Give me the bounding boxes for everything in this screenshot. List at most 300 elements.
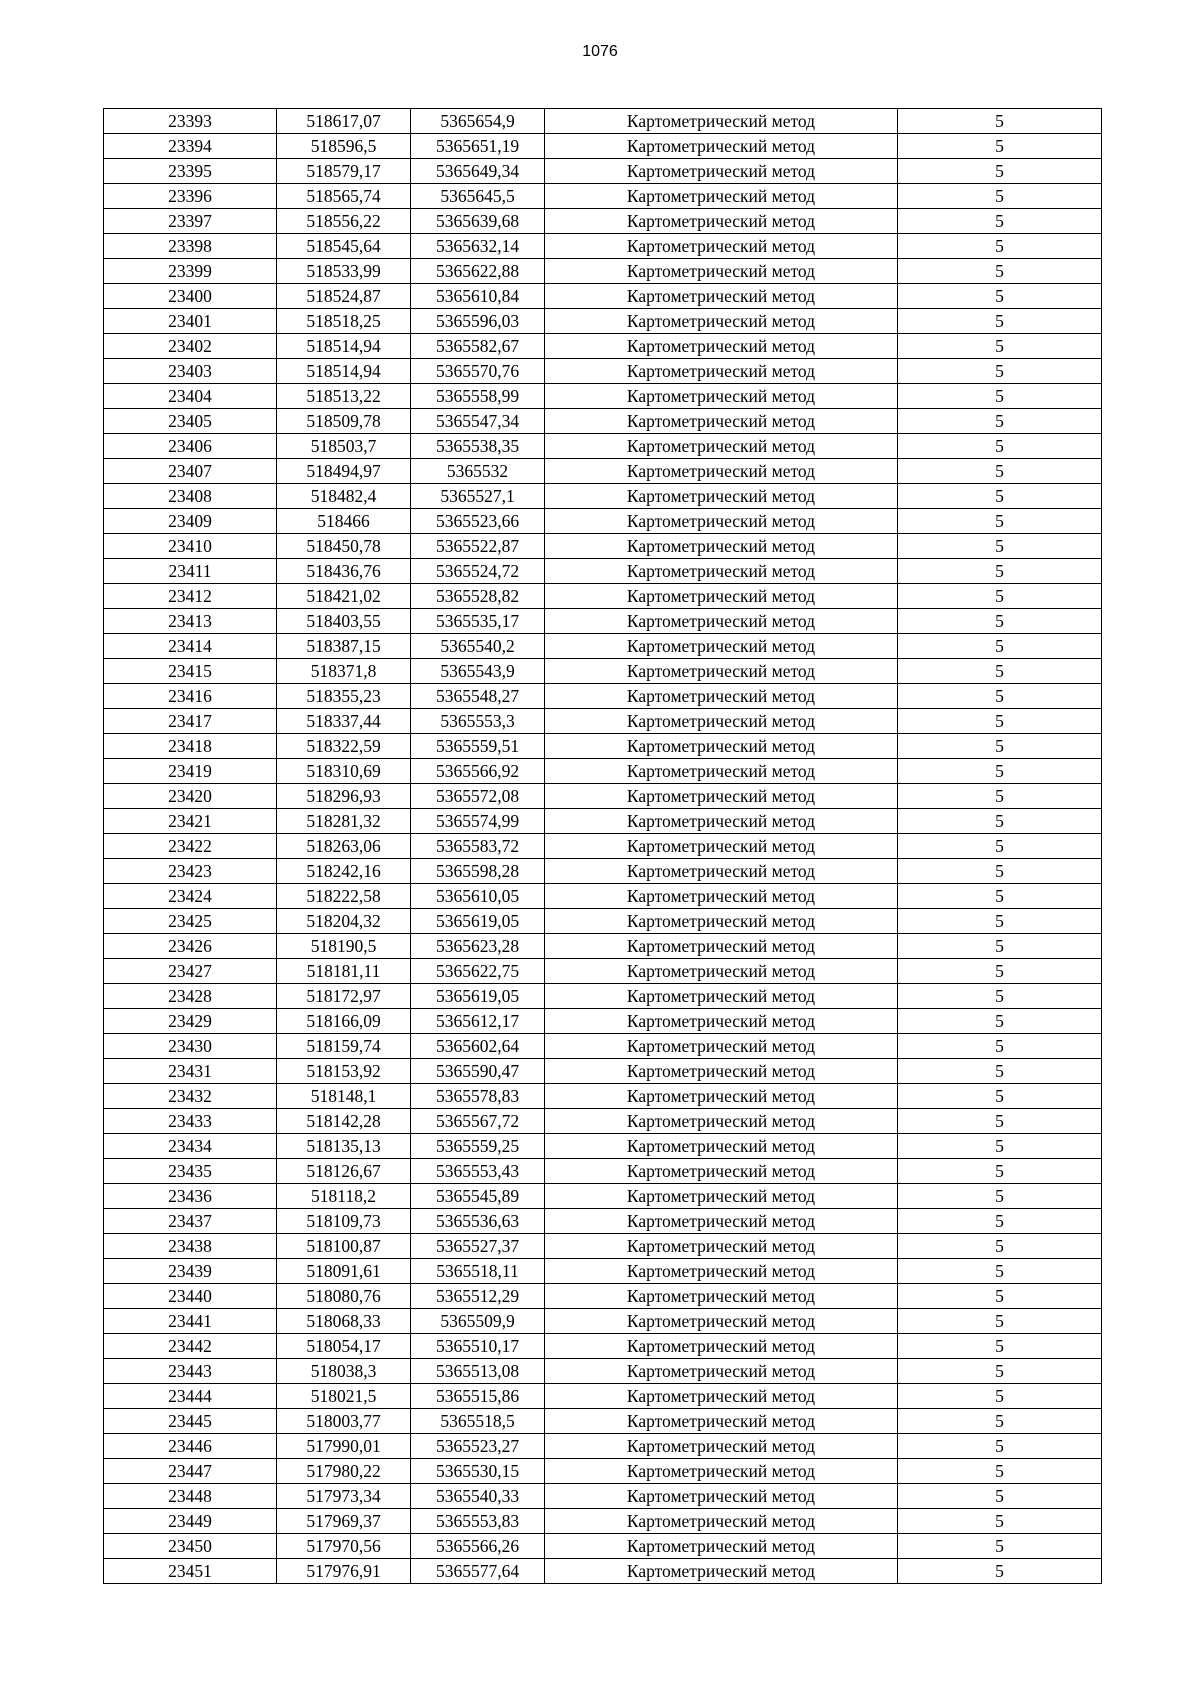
method-cell: Картометрический метод (545, 1234, 898, 1259)
method-cell: Картометрический метод (545, 1359, 898, 1384)
point-number-cell: 23430 (104, 1034, 277, 1059)
table-row (104, 1259, 1102, 1284)
y-coordinate-cell: 5365632,14 (411, 234, 545, 259)
accuracy-cell: 5 (898, 584, 1102, 609)
point-number-cell: 23451 (104, 1559, 277, 1584)
point-number-cell: 23433 (104, 1109, 277, 1134)
method-cell: Картометрический метод (545, 459, 898, 484)
method-cell: Картометрический метод (545, 859, 898, 884)
point-number-cell: 23409 (104, 509, 277, 534)
method-cell: Картометрический метод (545, 1334, 898, 1359)
x-coordinate-cell: 518118,2 (277, 1184, 411, 1209)
accuracy-cell: 5 (898, 1509, 1102, 1534)
point-number-cell: 23436 (104, 1184, 277, 1209)
y-coordinate-cell: 5365651,19 (411, 134, 545, 159)
method-cell: Картометрический метод (545, 1034, 898, 1059)
table-row (104, 784, 1102, 809)
point-number-cell: 23424 (104, 884, 277, 909)
table-row (104, 1109, 1102, 1134)
method-cell: Картометрический метод (545, 134, 898, 159)
accuracy-cell: 5 (898, 1134, 1102, 1159)
method-cell: Картометрический метод (545, 809, 898, 834)
table-row (104, 409, 1102, 434)
point-number-cell: 23443 (104, 1359, 277, 1384)
point-number-cell: 23403 (104, 359, 277, 384)
x-coordinate-cell: 517969,37 (277, 1509, 411, 1534)
table-row (104, 709, 1102, 734)
accuracy-cell: 5 (898, 684, 1102, 709)
accuracy-cell: 5 (898, 434, 1102, 459)
method-cell: Картометрический метод (545, 1309, 898, 1334)
y-coordinate-cell: 5365559,25 (411, 1134, 545, 1159)
table-row (104, 934, 1102, 959)
accuracy-cell: 5 (898, 984, 1102, 1009)
x-coordinate-cell: 518565,74 (277, 184, 411, 209)
x-coordinate-cell: 518482,4 (277, 484, 411, 509)
method-cell: Картометрический метод (545, 659, 898, 684)
x-coordinate-cell: 517973,34 (277, 1484, 411, 1509)
method-cell: Картометрический метод (545, 1134, 898, 1159)
y-coordinate-cell: 5365532 (411, 459, 545, 484)
method-cell: Картометрический метод (545, 1384, 898, 1409)
table-row (104, 734, 1102, 759)
y-coordinate-cell: 5365512,29 (411, 1284, 545, 1309)
table-row (104, 1309, 1102, 1334)
y-coordinate-cell: 5365567,72 (411, 1109, 545, 1134)
accuracy-cell: 5 (898, 1234, 1102, 1259)
point-number-cell: 23434 (104, 1134, 277, 1159)
point-number-cell: 23423 (104, 859, 277, 884)
point-number-cell: 23437 (104, 1209, 277, 1234)
point-number-cell: 23411 (104, 559, 277, 584)
method-cell: Картометрический метод (545, 1009, 898, 1034)
y-coordinate-cell: 5365610,05 (411, 884, 545, 909)
point-number-cell: 23432 (104, 1084, 277, 1109)
method-cell: Картометрический метод (545, 409, 898, 434)
table-row (104, 1459, 1102, 1484)
x-coordinate-cell: 518513,22 (277, 384, 411, 409)
method-cell: Картометрический метод (545, 984, 898, 1009)
table-row (104, 1434, 1102, 1459)
coordinates-table-body (104, 109, 1102, 1584)
point-number-cell: 23406 (104, 434, 277, 459)
y-coordinate-cell: 5365513,08 (411, 1359, 545, 1384)
x-coordinate-cell: 518038,3 (277, 1359, 411, 1384)
point-number-cell: 23410 (104, 534, 277, 559)
point-number-cell: 23450 (104, 1534, 277, 1559)
accuracy-cell: 5 (898, 134, 1102, 159)
x-coordinate-cell: 518355,23 (277, 684, 411, 709)
point-number-cell: 23414 (104, 634, 277, 659)
point-number-cell: 23407 (104, 459, 277, 484)
point-number-cell: 23400 (104, 284, 277, 309)
accuracy-cell: 5 (898, 1259, 1102, 1284)
table-row (104, 1334, 1102, 1359)
x-coordinate-cell: 518518,25 (277, 309, 411, 334)
x-coordinate-cell: 518263,06 (277, 834, 411, 859)
point-number-cell: 23413 (104, 609, 277, 634)
x-coordinate-cell: 517990,01 (277, 1434, 411, 1459)
accuracy-cell: 5 (898, 659, 1102, 684)
point-number-cell: 23435 (104, 1159, 277, 1184)
y-coordinate-cell: 5365518,11 (411, 1259, 545, 1284)
method-cell: Картометрический метод (545, 834, 898, 859)
method-cell: Картометрический метод (545, 209, 898, 234)
point-number-cell: 23420 (104, 784, 277, 809)
x-coordinate-cell: 518436,76 (277, 559, 411, 584)
accuracy-cell: 5 (898, 1009, 1102, 1034)
method-cell: Картометрический метод (545, 1284, 898, 1309)
point-number-cell: 23426 (104, 934, 277, 959)
method-cell: Картометрический метод (545, 1159, 898, 1184)
point-number-cell: 23416 (104, 684, 277, 709)
accuracy-cell: 5 (898, 1059, 1102, 1084)
accuracy-cell: 5 (898, 734, 1102, 759)
table-row (104, 459, 1102, 484)
y-coordinate-cell: 5365649,34 (411, 159, 545, 184)
x-coordinate-cell: 518524,87 (277, 284, 411, 309)
point-number-cell: 23412 (104, 584, 277, 609)
y-coordinate-cell: 5365596,03 (411, 309, 545, 334)
table-row (104, 984, 1102, 1009)
y-coordinate-cell: 5365522,87 (411, 534, 545, 559)
accuracy-cell: 5 (898, 1459, 1102, 1484)
x-coordinate-cell: 518403,55 (277, 609, 411, 634)
method-cell: Картометрический метод (545, 1259, 898, 1284)
x-coordinate-cell: 517970,56 (277, 1534, 411, 1559)
y-coordinate-cell: 5365610,84 (411, 284, 545, 309)
table-row (104, 1359, 1102, 1384)
accuracy-cell: 5 (898, 509, 1102, 534)
y-coordinate-cell: 5365612,17 (411, 1009, 545, 1034)
table-row (104, 359, 1102, 384)
method-cell: Картометрический метод (545, 584, 898, 609)
accuracy-cell: 5 (898, 709, 1102, 734)
x-coordinate-cell: 518242,16 (277, 859, 411, 884)
method-cell: Картометрический метод (545, 534, 898, 559)
accuracy-cell: 5 (898, 1534, 1102, 1559)
x-coordinate-cell: 518080,76 (277, 1284, 411, 1309)
method-cell: Картометрический метод (545, 1534, 898, 1559)
accuracy-cell: 5 (898, 159, 1102, 184)
x-coordinate-cell: 518003,77 (277, 1409, 411, 1434)
y-coordinate-cell: 5365639,68 (411, 209, 545, 234)
table-row (104, 1084, 1102, 1109)
y-coordinate-cell: 5365645,5 (411, 184, 545, 209)
y-coordinate-cell: 5365574,99 (411, 809, 545, 834)
accuracy-cell: 5 (898, 859, 1102, 884)
table-row (104, 1534, 1102, 1559)
point-number-cell: 23419 (104, 759, 277, 784)
x-coordinate-cell: 518421,02 (277, 584, 411, 609)
point-number-cell: 23440 (104, 1284, 277, 1309)
point-number-cell: 23399 (104, 259, 277, 284)
method-cell: Картометрический метод (545, 609, 898, 634)
accuracy-cell: 5 (898, 109, 1102, 134)
point-number-cell: 23401 (104, 309, 277, 334)
x-coordinate-cell: 518514,94 (277, 334, 411, 359)
point-number-cell: 23445 (104, 1409, 277, 1434)
x-coordinate-cell: 518503,7 (277, 434, 411, 459)
y-coordinate-cell: 5365559,51 (411, 734, 545, 759)
point-number-cell: 23396 (104, 184, 277, 209)
point-number-cell: 23447 (104, 1459, 277, 1484)
table-row (104, 284, 1102, 309)
x-coordinate-cell: 518068,33 (277, 1309, 411, 1334)
y-coordinate-cell: 5365543,9 (411, 659, 545, 684)
table-row (104, 234, 1102, 259)
point-number-cell: 23393 (104, 109, 277, 134)
point-number-cell: 23404 (104, 384, 277, 409)
point-number-cell: 23449 (104, 1509, 277, 1534)
x-coordinate-cell: 518054,17 (277, 1334, 411, 1359)
method-cell: Картометрический метод (545, 509, 898, 534)
y-coordinate-cell: 5365566,26 (411, 1534, 545, 1559)
table-row (104, 659, 1102, 684)
x-coordinate-cell: 517976,91 (277, 1559, 411, 1584)
accuracy-cell: 5 (898, 284, 1102, 309)
method-cell: Картометрический метод (545, 1109, 898, 1134)
accuracy-cell: 5 (898, 559, 1102, 584)
method-cell: Картометрический метод (545, 1059, 898, 1084)
y-coordinate-cell: 5365558,99 (411, 384, 545, 409)
table-row (104, 759, 1102, 784)
x-coordinate-cell: 518514,94 (277, 359, 411, 384)
table-row (104, 1484, 1102, 1509)
y-coordinate-cell: 5365553,3 (411, 709, 545, 734)
y-coordinate-cell: 5365572,08 (411, 784, 545, 809)
accuracy-cell: 5 (898, 1434, 1102, 1459)
accuracy-cell: 5 (898, 834, 1102, 859)
x-coordinate-cell: 518596,5 (277, 134, 411, 159)
x-coordinate-cell: 518281,32 (277, 809, 411, 834)
point-number-cell: 23402 (104, 334, 277, 359)
accuracy-cell: 5 (898, 184, 1102, 209)
method-cell: Картометрический метод (545, 784, 898, 809)
x-coordinate-cell: 518322,59 (277, 734, 411, 759)
x-coordinate-cell: 518579,17 (277, 159, 411, 184)
x-coordinate-cell: 518100,87 (277, 1234, 411, 1259)
y-coordinate-cell: 5365583,72 (411, 834, 545, 859)
point-number-cell: 23395 (104, 159, 277, 184)
y-coordinate-cell: 5365523,66 (411, 509, 545, 534)
accuracy-cell: 5 (898, 459, 1102, 484)
table-row (104, 1559, 1102, 1584)
method-cell: Картометрический метод (545, 259, 898, 284)
accuracy-cell: 5 (898, 959, 1102, 984)
table-row (104, 834, 1102, 859)
accuracy-cell: 5 (898, 1334, 1102, 1359)
x-coordinate-cell: 518371,8 (277, 659, 411, 684)
method-cell: Картометрический метод (545, 184, 898, 209)
y-coordinate-cell: 5365515,86 (411, 1384, 545, 1409)
point-number-cell: 23394 (104, 134, 277, 159)
method-cell: Картометрический метод (545, 734, 898, 759)
accuracy-cell: 5 (898, 759, 1102, 784)
x-coordinate-cell: 517980,22 (277, 1459, 411, 1484)
table-row (104, 259, 1102, 284)
point-number-cell: 23444 (104, 1384, 277, 1409)
x-coordinate-cell: 518533,99 (277, 259, 411, 284)
table-row (104, 1159, 1102, 1184)
point-number-cell: 23405 (104, 409, 277, 434)
method-cell: Картометрический метод (545, 1084, 898, 1109)
accuracy-cell: 5 (898, 1034, 1102, 1059)
table-row (104, 334, 1102, 359)
table-row (104, 309, 1102, 334)
method-cell: Картометрический метод (545, 1209, 898, 1234)
table-row (104, 384, 1102, 409)
method-cell: Картометрический метод (545, 1409, 898, 1434)
y-coordinate-cell: 5365510,17 (411, 1334, 545, 1359)
x-coordinate-cell: 518190,5 (277, 934, 411, 959)
method-cell: Картометрический метод (545, 1559, 898, 1584)
accuracy-cell: 5 (898, 209, 1102, 234)
x-coordinate-cell: 518296,93 (277, 784, 411, 809)
coordinates-table (103, 108, 1102, 1584)
method-cell: Картометрический метод (545, 1184, 898, 1209)
x-coordinate-cell: 518091,61 (277, 1259, 411, 1284)
table-row (104, 109, 1102, 134)
accuracy-cell: 5 (898, 1159, 1102, 1184)
table-row (104, 509, 1102, 534)
table-row (104, 584, 1102, 609)
accuracy-cell: 5 (898, 1384, 1102, 1409)
method-cell: Картометрический метод (545, 159, 898, 184)
y-coordinate-cell: 5365518,5 (411, 1409, 545, 1434)
table-row (104, 1409, 1102, 1434)
accuracy-cell: 5 (898, 1184, 1102, 1209)
method-cell: Картометрический метод (545, 334, 898, 359)
y-coordinate-cell: 5365553,83 (411, 1509, 545, 1534)
point-number-cell: 23417 (104, 709, 277, 734)
y-coordinate-cell: 5365566,92 (411, 759, 545, 784)
table-row (104, 1034, 1102, 1059)
point-number-cell: 23427 (104, 959, 277, 984)
method-cell: Картометрический метод (545, 284, 898, 309)
point-number-cell: 23408 (104, 484, 277, 509)
table-row (104, 609, 1102, 634)
accuracy-cell: 5 (898, 1409, 1102, 1434)
table-row (104, 1009, 1102, 1034)
x-coordinate-cell: 518142,28 (277, 1109, 411, 1134)
x-coordinate-cell: 518556,22 (277, 209, 411, 234)
table-row (104, 209, 1102, 234)
accuracy-cell: 5 (898, 309, 1102, 334)
method-cell: Картометрический метод (545, 434, 898, 459)
accuracy-cell: 5 (898, 1284, 1102, 1309)
table-row (104, 884, 1102, 909)
method-cell: Картометрический метод (545, 1509, 898, 1534)
table-row (104, 1134, 1102, 1159)
accuracy-cell: 5 (898, 809, 1102, 834)
y-coordinate-cell: 5365547,34 (411, 409, 545, 434)
method-cell: Картометрический метод (545, 884, 898, 909)
accuracy-cell: 5 (898, 1209, 1102, 1234)
accuracy-cell: 5 (898, 409, 1102, 434)
y-coordinate-cell: 5365527,1 (411, 484, 545, 509)
accuracy-cell: 5 (898, 359, 1102, 384)
y-coordinate-cell: 5365538,35 (411, 434, 545, 459)
accuracy-cell: 5 (898, 334, 1102, 359)
table-row (104, 959, 1102, 984)
accuracy-cell: 5 (898, 909, 1102, 934)
table-row (104, 1384, 1102, 1409)
table-row (104, 534, 1102, 559)
y-coordinate-cell: 5365622,75 (411, 959, 545, 984)
table-row (104, 159, 1102, 184)
x-coordinate-cell: 518466 (277, 509, 411, 534)
method-cell: Картометрический метод (545, 384, 898, 409)
x-coordinate-cell: 518509,78 (277, 409, 411, 434)
table-row (104, 634, 1102, 659)
y-coordinate-cell: 5365524,72 (411, 559, 545, 584)
table-row (104, 1059, 1102, 1084)
y-coordinate-cell: 5365598,28 (411, 859, 545, 884)
table-row (104, 859, 1102, 884)
y-coordinate-cell: 5365548,27 (411, 684, 545, 709)
y-coordinate-cell: 5365622,88 (411, 259, 545, 284)
point-number-cell: 23439 (104, 1259, 277, 1284)
accuracy-cell: 5 (898, 1309, 1102, 1334)
x-coordinate-cell: 518310,69 (277, 759, 411, 784)
x-coordinate-cell: 518204,32 (277, 909, 411, 934)
point-number-cell: 23428 (104, 984, 277, 1009)
point-number-cell: 23429 (104, 1009, 277, 1034)
y-coordinate-cell: 5365530,15 (411, 1459, 545, 1484)
method-cell: Картометрический метод (545, 959, 898, 984)
table-row (104, 1509, 1102, 1534)
x-coordinate-cell: 518109,73 (277, 1209, 411, 1234)
method-cell: Картометрический метод (545, 684, 898, 709)
x-coordinate-cell: 518545,64 (277, 234, 411, 259)
accuracy-cell: 5 (898, 634, 1102, 659)
method-cell: Картометрический метод (545, 934, 898, 959)
point-number-cell: 23441 (104, 1309, 277, 1334)
y-coordinate-cell: 5365540,33 (411, 1484, 545, 1509)
table-row (104, 559, 1102, 584)
table-row (104, 1284, 1102, 1309)
x-coordinate-cell: 518172,97 (277, 984, 411, 1009)
x-coordinate-cell: 518021,5 (277, 1384, 411, 1409)
point-number-cell: 23446 (104, 1434, 277, 1459)
y-coordinate-cell: 5365623,28 (411, 934, 545, 959)
y-coordinate-cell: 5365523,27 (411, 1434, 545, 1459)
accuracy-cell: 5 (898, 484, 1102, 509)
x-coordinate-cell: 518387,15 (277, 634, 411, 659)
page-number: 1076 (582, 43, 618, 60)
x-coordinate-cell: 518159,74 (277, 1034, 411, 1059)
x-coordinate-cell: 518135,13 (277, 1134, 411, 1159)
method-cell: Картометрический метод (545, 759, 898, 784)
y-coordinate-cell: 5365535,17 (411, 609, 545, 634)
y-coordinate-cell: 5365577,64 (411, 1559, 545, 1584)
method-cell: Картометрический метод (545, 634, 898, 659)
x-coordinate-cell: 518126,67 (277, 1159, 411, 1184)
y-coordinate-cell: 5365578,83 (411, 1084, 545, 1109)
method-cell: Картометрический метод (545, 359, 898, 384)
accuracy-cell: 5 (898, 934, 1102, 959)
x-coordinate-cell: 518181,11 (277, 959, 411, 984)
accuracy-cell: 5 (898, 384, 1102, 409)
y-coordinate-cell: 5365654,9 (411, 109, 545, 134)
method-cell: Картометрический метод (545, 234, 898, 259)
table-row (104, 434, 1102, 459)
table-row (104, 134, 1102, 159)
x-coordinate-cell: 518337,44 (277, 709, 411, 734)
y-coordinate-cell: 5365619,05 (411, 909, 545, 934)
method-cell: Картометрический метод (545, 309, 898, 334)
